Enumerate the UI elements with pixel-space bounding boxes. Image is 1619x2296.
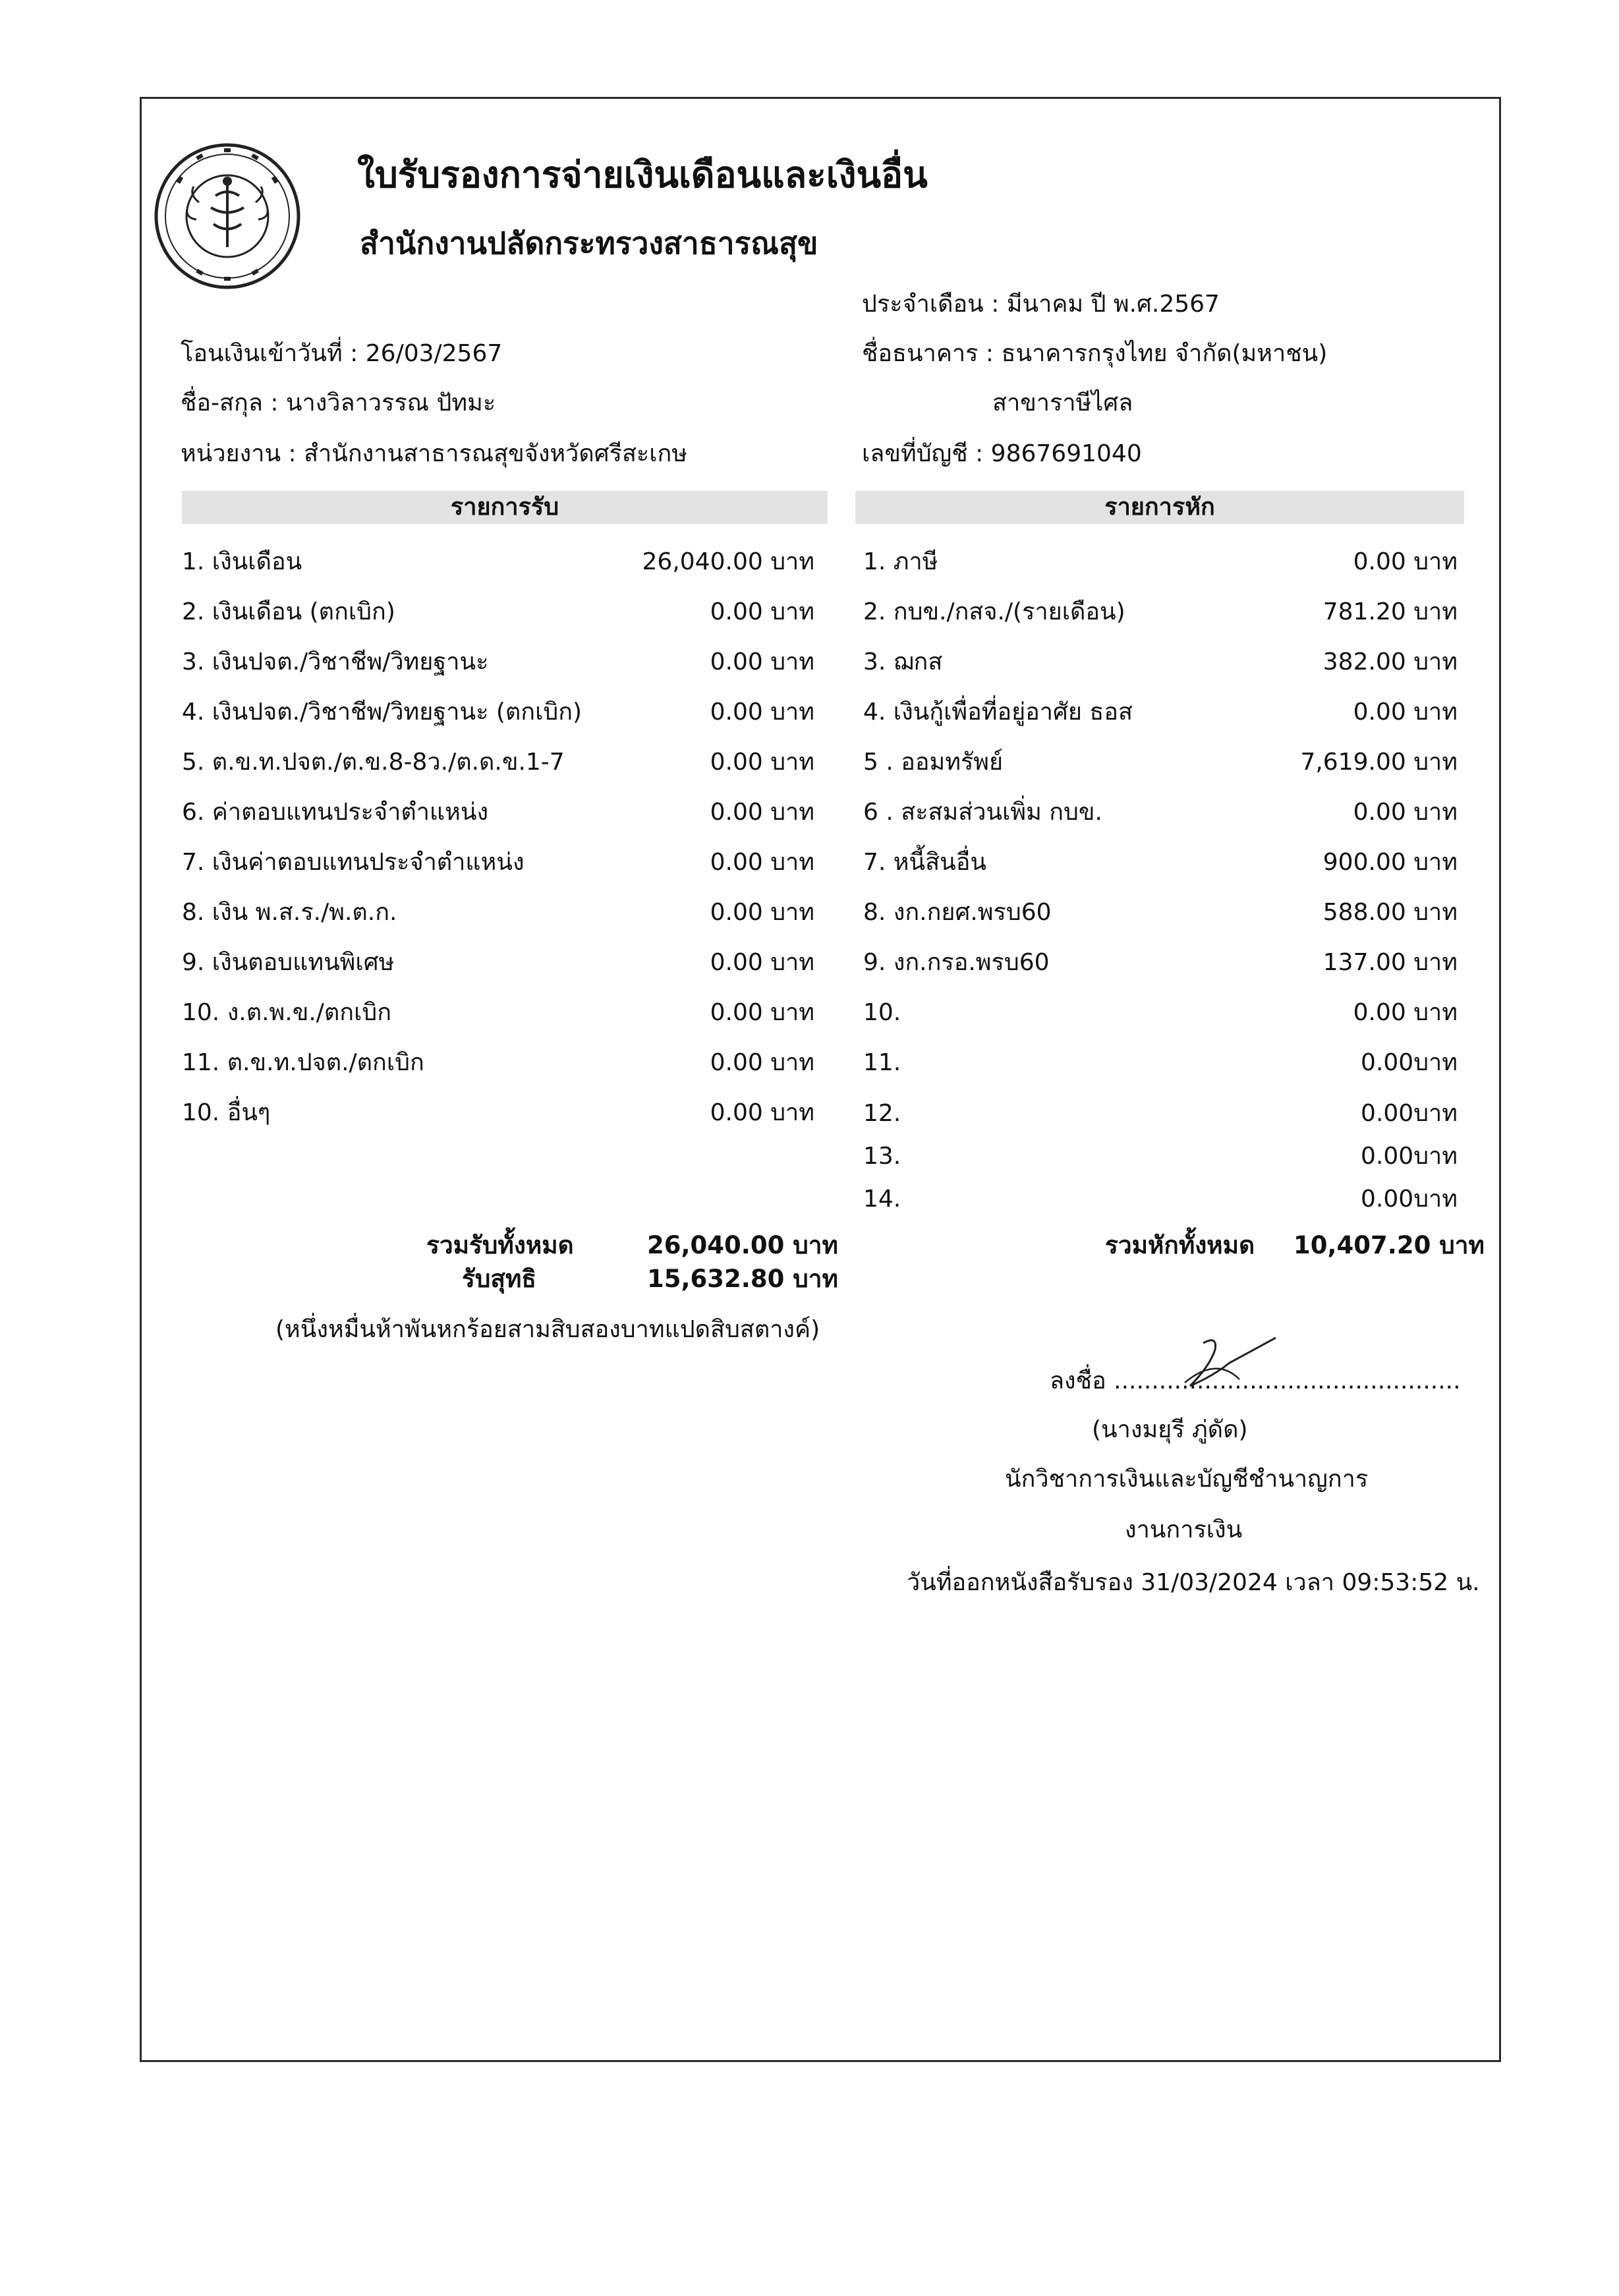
employee-name: ชื่อ-สกุล : นางวิลาวรรณ ปัทมะ xyxy=(181,389,496,416)
income-row xyxy=(182,744,814,781)
deductions-item-label: 2. กบข./กสจ./(รายเดือน) xyxy=(863,598,1125,625)
income-row xyxy=(182,844,814,881)
signer-position: นักวิชาการเงินและบัญชีชำนาญการ xyxy=(1005,1466,1369,1493)
deductions-row xyxy=(863,844,1458,881)
deductions-heading: รายการหัก xyxy=(855,491,1464,524)
ministry-seal-icon xyxy=(153,142,302,291)
income-item-amount: 0.00 บาท xyxy=(710,1049,814,1076)
deductions-row xyxy=(863,594,1458,631)
deductions-item-amount: 137.00 บาท xyxy=(1322,949,1458,976)
income-item-amount: 26,040.00 บาท xyxy=(642,548,814,575)
deductions-item-label: 13. xyxy=(863,1143,901,1170)
income-row xyxy=(182,544,814,581)
deductions-row xyxy=(863,694,1458,731)
income-item-label: 5. ต.ข.ท.ปจต./ต.ข.8-8ว./ต.ด.ข.1-7 xyxy=(182,749,565,776)
deductions-row xyxy=(863,644,1458,681)
income-item-amount: 0.00 บาท xyxy=(710,648,814,675)
deductions-item-label: 3. ฌกส xyxy=(863,648,943,675)
bank-branch: สาขาราษีไศล xyxy=(992,389,1133,416)
signer-name: (นางมยุรี ภู่ดัด) xyxy=(1092,1416,1248,1443)
document-title: ใบรับรองการจ่ายเงินเดือนและเงินอื่น xyxy=(357,154,928,196)
income-item-label: 3. เงินปจต./วิชาชีพ/วิทยฐานะ xyxy=(182,648,489,675)
deductions-row xyxy=(863,1095,1458,1132)
deductions-item-amount: 588.00 บาท xyxy=(1322,899,1458,926)
income-row xyxy=(182,994,814,1031)
income-item-label: 1. เงินเดือน xyxy=(182,548,302,575)
work-unit: หน่วยงาน : สำนักงานสาธารณสุขจังหวัดศรีสะเกษ xyxy=(181,440,688,467)
income-row xyxy=(182,1045,814,1081)
signer-department: งานการเงิน xyxy=(1125,1516,1243,1543)
income-row xyxy=(182,894,814,931)
income-row xyxy=(182,944,814,981)
deductions-row xyxy=(863,744,1458,781)
deductions-row xyxy=(863,794,1458,831)
deductions-total-label: รวมหักทั้งหมด xyxy=(1105,1231,1255,1259)
income-item-label: 8. เงิน พ.ส.ร./พ.ต.ก. xyxy=(182,899,397,926)
income-row xyxy=(182,694,814,731)
deductions-item-label: 11. xyxy=(863,1049,901,1076)
income-row xyxy=(182,794,814,831)
net-income-label: รับสุทธิ xyxy=(462,1265,536,1293)
deductions-item-label: 5 . ออมทรัพย์ xyxy=(863,749,1004,776)
income-item-label: 6. ค่าตอบแทนประจำตำแหน่ง xyxy=(182,799,489,826)
income-row xyxy=(182,1095,814,1132)
pay-month: ประจำเดือน : มีนาคม ปี พ.ศ.2567 xyxy=(862,291,1220,318)
net-income-words: (หนึ่งหมื่นห้าพันหกร้อยสามสิบสองบาทแปดสิบสตางค์) xyxy=(275,1316,820,1343)
deductions-item-amount: 781.20 บาท xyxy=(1322,598,1458,625)
deductions-item-label: 6 . สะสมส่วนเพิ่ม กบข. xyxy=(863,799,1102,826)
income-item-label: 7. เงินค่าตอบแทนประจำตำแหน่ง xyxy=(182,849,525,876)
income-item-amount: 0.00 บาท xyxy=(710,999,814,1026)
deductions-row xyxy=(863,944,1458,981)
deductions-row xyxy=(863,1045,1458,1081)
income-item-amount: 0.00 บาท xyxy=(710,899,814,926)
income-item-label: 4. เงินปจต./วิชาชีพ/วิทยฐานะ (ตกเบิก) xyxy=(182,699,582,726)
deductions-item-amount: 0.00 บาท xyxy=(1353,699,1458,726)
income-item-amount: 0.00 บาท xyxy=(710,849,814,876)
income-item-amount: 0.00 บาท xyxy=(710,799,814,826)
income-item-amount: 0.00 บาท xyxy=(710,1099,814,1126)
income-item-label: 10. ง.ต.พ.ข./ตกเบิก xyxy=(182,999,392,1026)
bank-name: ชื่อธนาคาร : ธนาคารกรุงไทย จำกัด(มหาชน) xyxy=(862,340,1328,367)
handwritten-signature xyxy=(1177,1330,1282,1396)
deductions-item-label: 9. งก.กรอ.พรบ60 xyxy=(863,949,1050,976)
issue-datetime: วันที่ออกหนังสือรับรอง 31/03/2024 เวลา 09:53:52 น. xyxy=(907,1569,1480,1596)
account-number: เลขที่บัญชี : 9867691040 xyxy=(862,440,1142,467)
deductions-row xyxy=(863,1138,1458,1175)
deductions-item-label: 4. เงินกู้เพื่อที่อยู่อาศัย ธอส xyxy=(863,699,1133,726)
deductions-row xyxy=(863,1181,1458,1218)
signature-line: ลงชื่อ .............................................. xyxy=(1050,1367,1461,1394)
deductions-item-amount: 0.00บาท xyxy=(1361,1143,1458,1170)
income-item-label: 10. อื่นๆ xyxy=(182,1099,271,1126)
deductions-item-label: 8. งก.กยศ.พรบ60 xyxy=(863,899,1052,926)
income-total-label: รวมรับทั้งหมด xyxy=(426,1231,574,1259)
income-row xyxy=(182,594,814,631)
income-item-amount: 0.00 บาท xyxy=(710,949,814,976)
income-item-label: 11. ต.ข.ท.ปจต./ตกเบิก xyxy=(182,1049,424,1076)
income-item-label: 9. เงินตอบแทนพิเศษ xyxy=(182,949,395,976)
deductions-item-label: 1. ภาษี xyxy=(863,548,938,575)
income-item-amount: 0.00 บาท xyxy=(710,699,814,726)
deductions-total: 10,407.20 บาท xyxy=(1293,1231,1485,1259)
net-income: 15,632.80 บาท xyxy=(647,1265,838,1293)
income-item-label: 2. เงินเดือน (ตกเบิก) xyxy=(182,598,395,625)
income-row xyxy=(182,644,814,681)
deductions-item-label: 10. xyxy=(863,999,901,1026)
deductions-item-amount: 0.00 บาท xyxy=(1353,799,1458,826)
deductions-item-amount: 0.00บาท xyxy=(1361,1100,1458,1127)
deductions-item-amount: 0.00 บาท xyxy=(1353,548,1458,575)
income-heading: รายการรับ xyxy=(182,491,828,524)
deductions-item-amount: 7,619.00 บาท xyxy=(1300,749,1458,776)
deductions-row xyxy=(863,894,1458,931)
deductions-item-amount: 0.00บาท xyxy=(1361,1186,1458,1213)
transfer-date: โอนเงินเข้าวันที่ : 26/03/2567 xyxy=(181,340,503,367)
deductions-row xyxy=(863,994,1458,1031)
deductions-item-label: 7. หนี้สินอื่น xyxy=(863,849,986,876)
income-item-amount: 0.00 บาท xyxy=(710,598,814,625)
income-item-amount: 0.00 บาท xyxy=(710,749,814,776)
deductions-item-label: 12. xyxy=(863,1100,901,1127)
organization-name: สำนักงานปลัดกระทรวงสาธารณสุข xyxy=(360,225,818,261)
deductions-item-label: 14. xyxy=(863,1186,901,1213)
deductions-item-amount: 382.00 บาท xyxy=(1322,648,1458,675)
deductions-item-amount: 0.00บาท xyxy=(1361,1049,1458,1076)
income-total: 26,040.00 บาท xyxy=(647,1231,838,1259)
deductions-item-amount: 900.00 บาท xyxy=(1322,849,1458,876)
deductions-row xyxy=(863,544,1458,581)
deductions-item-amount: 0.00 บาท xyxy=(1353,999,1458,1026)
